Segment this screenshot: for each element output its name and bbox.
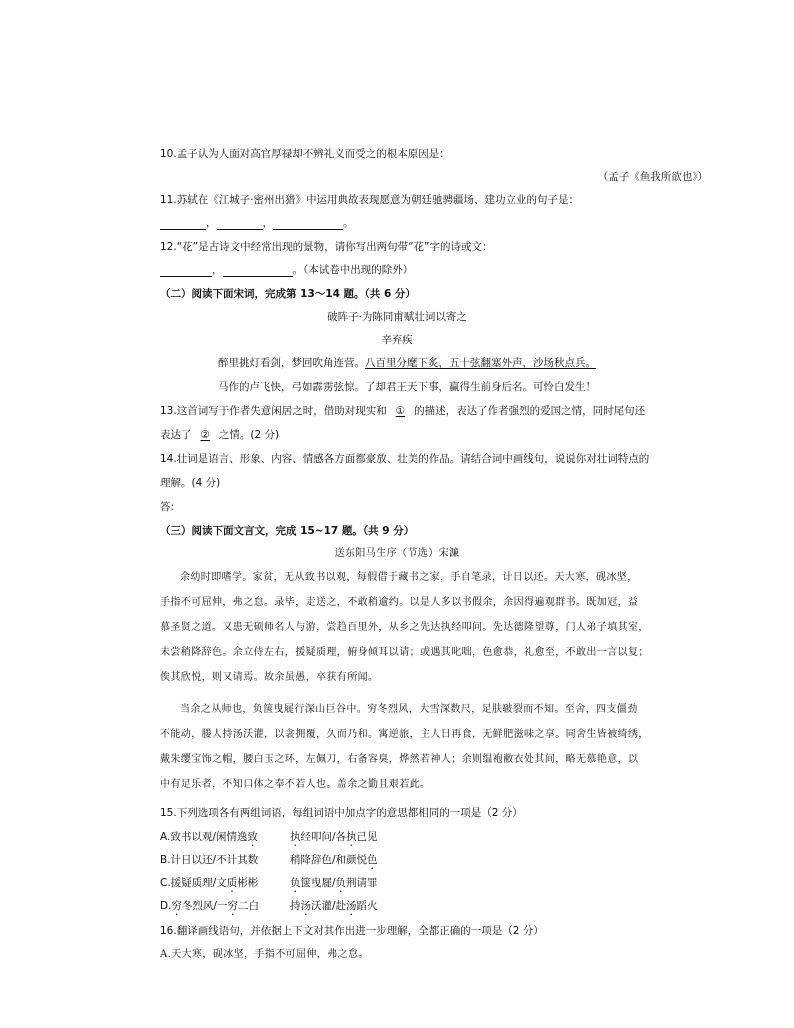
poem-author: 辛弃疾: [381, 334, 413, 346]
essay-para-1-line: 余幼时即嗜学。家贫，无从致书以观，每假借于藏书之家，手自笔录，计日以还。天大寒，砚冰坚，: [180, 572, 638, 583]
option-text: 计日以还/不计其数: [170, 854, 259, 866]
dotted-char: 负: [335, 877, 347, 889]
option-text: 荆请罪: [346, 877, 378, 889]
question-13-line-2: [160, 428, 279, 442]
option-text: 致书以观/闲情逸: [170, 831, 248, 843]
dotted-char: 穷: [227, 900, 238, 912]
option-text: 己见: [356, 831, 378, 843]
option-text: 援疑质理/文: [170, 877, 227, 889]
answer-blank[interactable]: [273, 217, 343, 230]
option-text: 二白: [237, 900, 259, 912]
question-13-text: 13.这首词写于作者失意闲居之时，借助对现实和: [160, 405, 387, 417]
question-14-line-2: 理解。(4 分): [160, 477, 221, 489]
option-c-group-2: [290, 876, 378, 895]
question-13-text: 表达了: [160, 429, 192, 441]
essay-para-1-line: 慕圣贤之道。又患无硕师名人与游，尝趋百里外，从乡之先达执经叩问。先达德隆望尊，门人弟子填其室，: [160, 622, 649, 633]
blank-separator: ，: [262, 217, 273, 229]
dotted-char: 执: [290, 831, 301, 843]
essay-para-1-line: 手指不可屈伸，弗之怠。录毕，走送之，不敢稍逾约。以是人多以书假余，余因得遍观群书。既加冠，益: [160, 597, 639, 608]
essay-para-2-line: 不能动，媵人持汤沃灌，以衾拥覆，久而乃和。寓逆旅，主人日再食，无鲜肥滋味之享。同舍生皆被绮绣，: [160, 729, 649, 740]
poem-underlined-sentence: 八百里分麾下炙，五十弦翻塞外声，沙场秋点兵。: [365, 357, 596, 369]
answer-blank[interactable]: [223, 264, 293, 277]
dotted-char: 执: [346, 831, 357, 843]
question-13-line-1: [160, 404, 645, 418]
question-10: 10.孟子认为人面对高官厚禄却不辨礼义而受之的根本原因是：: [160, 148, 450, 160]
answer-blank[interactable]: [160, 217, 206, 230]
option-label: C.: [160, 877, 171, 889]
blank-end: 。: [343, 217, 354, 229]
answer-blank[interactable]: [160, 264, 212, 277]
dotted-char: 汤: [300, 900, 311, 912]
option-text: 蹈火: [356, 900, 378, 912]
section-2-header: （二）阅读下面宋词，完成第 13～14 题。（共 6 分）: [160, 288, 416, 300]
option-text: 稍降辞色/和颜悦: [290, 854, 368, 866]
option-text: 彬彬: [237, 877, 259, 889]
section-3-header: （三）阅读下面文言文，完成 15~17 题。（共 9 分）: [160, 525, 415, 537]
option-label: A.: [160, 831, 171, 843]
option-b-group-2: [290, 853, 378, 872]
option-text: 沃灌/赴: [311, 900, 347, 912]
option-c[interactable]: [160, 876, 258, 895]
option-text: 持: [290, 900, 301, 912]
essay-para-2-line: 戴朱缨宝饰之帽，腰白玉之环，左佩刀，右备容臭，烨然若神人；余则缊袍敝衣处其间，略无慕艳意，以: [160, 754, 639, 765]
essay-para-1-line: 未尝稍降辞色。余立侍左右，援疑质理，俯身倾耳以请；或遇其叱咄，色愈恭，礼愈至，不敢出一言以复；: [160, 647, 649, 658]
option-text: 箧曳屣/: [300, 877, 336, 889]
poem-line-1-plain: 醉里挑灯看剑，梦回吹角连营。: [218, 357, 365, 369]
question-13-text: 的描述，表达了作者强烈的爱国之情，同时尾句还: [414, 405, 646, 417]
essay-para-1-line: 俟其欣悦，则又请焉。故余虽愚，卒获有所闻。: [160, 672, 379, 683]
question-16-stem: 16.翻译画线语句，并依据上下文对其作出进一步理解，全都正确的一项是（2 分）: [160, 925, 544, 937]
dotted-char: 质: [226, 877, 238, 889]
option-b[interactable]: [160, 853, 258, 867]
blank-separator: ，: [212, 264, 223, 276]
option-label: B.: [160, 854, 171, 866]
option-a-group-2: [290, 830, 378, 849]
essay-title: 送东阳马生序（节选）宋濂: [334, 548, 460, 559]
question-12-note: （本试卷中出现的除外）: [303, 264, 414, 276]
question-15-stem: 15.下列选项各有两组词语，每组词语中加点字的意思都相同的一项是（2 分）: [160, 807, 523, 819]
dotted-char: 色: [367, 854, 378, 866]
option-a[interactable]: [160, 830, 258, 849]
option-text: 冬烈风/一: [181, 900, 228, 912]
question-12-answer-line: [160, 263, 413, 277]
poem-line-1: [218, 356, 596, 370]
option-text: 经叩问/各: [300, 831, 347, 843]
dotted-char: 致: [247, 831, 258, 843]
question-16-option-a[interactable]: A.天大寒，砚冰坚，手指不可屈伸，弗之怠。: [160, 949, 369, 960]
dotted-char: 汤: [346, 900, 357, 912]
question-13-text: 之情。(2 分): [218, 429, 280, 441]
answer-label: 答:: [160, 501, 175, 513]
poem-line-2: 马作的卢飞快，弓如霹雳弦惊。了却君王天下事，赢得生前身后名。可怜白发生！: [218, 381, 596, 393]
question-11: 11.苏轼在《江城子·密州出猎》中运用典故表现愿意为朝廷驰骋疆场、建功立业的句子是：: [160, 194, 580, 206]
answer-blank[interactable]: [217, 217, 263, 230]
question-14-line-1: 14.壮词是语言、形象、内容、情感各方面都豪放、壮美的作品。请结合词中画线句，说说你对壮词特点的: [160, 453, 650, 465]
question-12: 12.“花”是古诗文中经常出现的景物，请你写出两句带“花”字的诗或文：: [160, 241, 493, 253]
question-13-blank-2[interactable]: ②: [200, 429, 210, 441]
option-label: D.: [160, 900, 172, 912]
essay-para-2-line: 当余之从师也，负箧曳屣行深山巨谷中。穷冬烈风，大雪深数尺，足肤皲裂而不知。至舍，四支僵劲: [180, 704, 638, 715]
essay-para-2-line: 中有足乐者，不知口体之奉不若人也。盖余之勤且艰若此。: [160, 779, 431, 790]
question-11-answer-line: [160, 216, 354, 230]
question-10-source: （孟子《鱼我所欲也》）: [597, 171, 708, 183]
blank-separator: ，: [206, 217, 217, 229]
option-d-group-2: [290, 899, 378, 918]
dotted-char: 负: [290, 877, 301, 889]
question-13-blank-1[interactable]: ①: [395, 405, 406, 417]
poem-title: 破阵子·为陈同甫赋壮词以寄之: [327, 311, 467, 323]
option-d[interactable]: [160, 899, 259, 918]
blank-end: 。: [292, 264, 303, 276]
dotted-char: 穷: [171, 900, 182, 912]
